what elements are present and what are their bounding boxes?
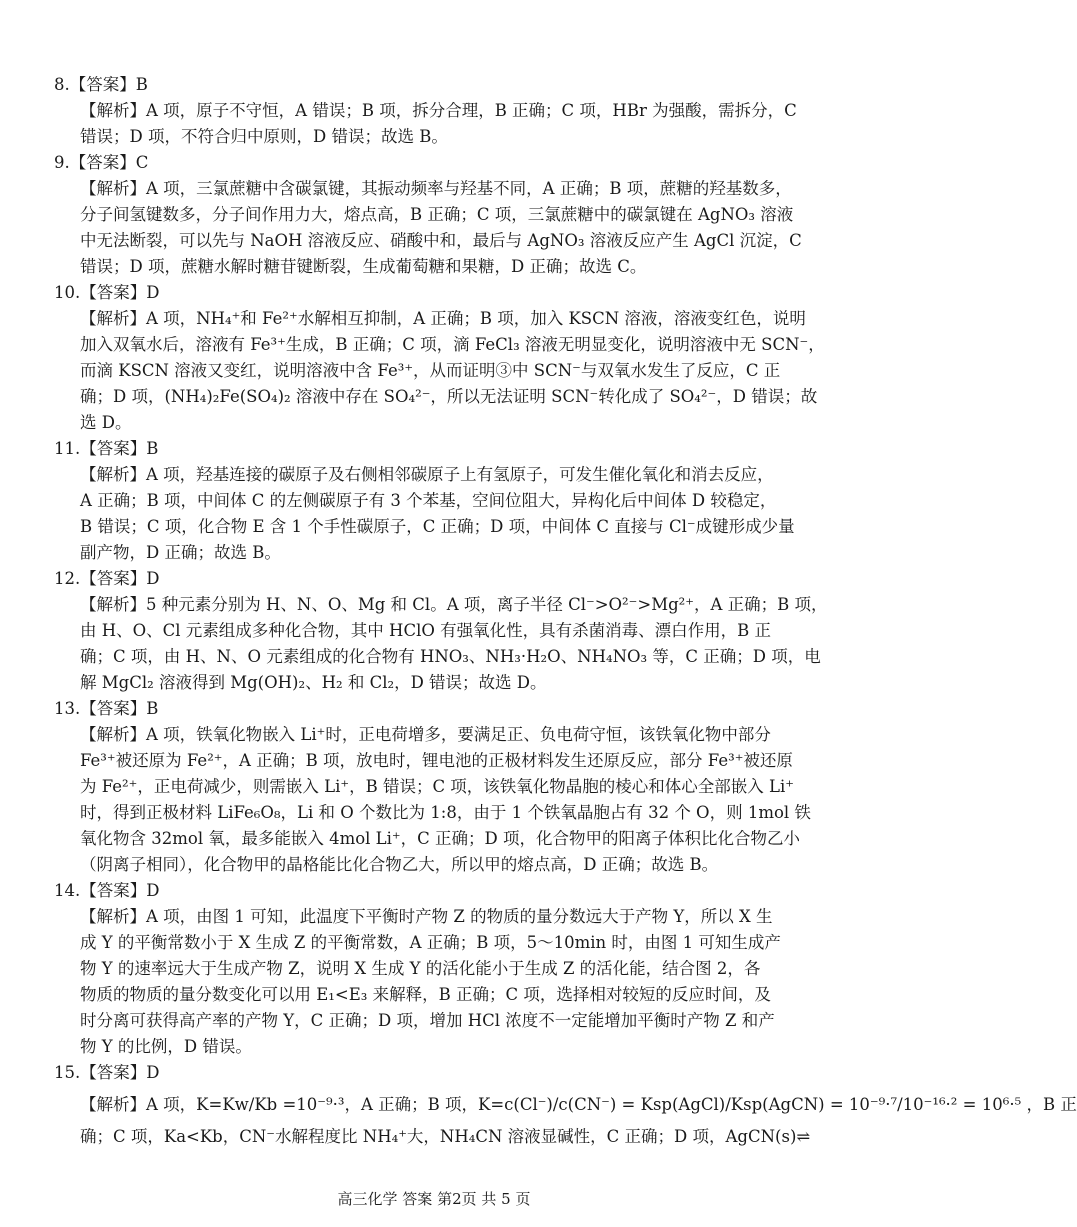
answer-line bbox=[54, 1060, 814, 1086]
explanation-line: （阴离子相同），化合物甲的晶格能比化合物乙大，所以甲的熔点高，D 正确；故选 B。 bbox=[80, 855, 719, 874]
explanation-line: 中无法断裂，可以先与 NaOH 溶液反应、硝酸中和，最后与 AgNO₃ 溶液反应产生 AgCl 沉淀，C bbox=[80, 231, 802, 250]
answer-line bbox=[54, 436, 814, 462]
answer-line bbox=[54, 280, 814, 306]
answer-label: 【答案】D bbox=[80, 881, 160, 900]
explanation-line: 【解析】A 项，NH₄⁺和 Fe²⁺水解相互抑制，A 正确；B 项，加入 KSCN 溶液，溶液变红色，说明 bbox=[80, 309, 806, 328]
explanation-line: 时，得到正极材料 LiFe₆O₈，Li 和 O 个数比为 1:8，由于 1 个铁氧晶胞占有 32 个 O，则 1mol 铁 bbox=[80, 803, 811, 822]
explanation-line: 解 MgCl₂ 溶液得到 Mg(OH)₂、H₂ 和 Cl₂，D 错误；故选 D。 bbox=[80, 673, 547, 692]
explanation-line: Fe³⁺被还原为 Fe²⁺，A 正确；B 项，放电时，锂电池的正极材料发生还原反应，部分 Fe³⁺被还原 bbox=[80, 751, 793, 770]
question-number: 11. bbox=[54, 439, 81, 458]
explanation-line: 副产物，D 正确；故选 B。 bbox=[80, 543, 281, 562]
explanation-line: 成 Y 的平衡常数小于 X 生成 Z 的平衡常数，A 正确；B 项，5～10min 时，由图 1 可知生成产 bbox=[80, 933, 781, 952]
question-15 bbox=[54, 1060, 1077, 1150]
explanation-line: 为 Fe²⁺，正电荷减少，则需嵌入 Li⁺，B 错误；C 项，该铁氧化物晶胞的棱心和体心全部嵌入 Li⁺ bbox=[80, 777, 794, 796]
explanation-line: 【解析】A 项，三氯蔗糖中含碳氯键，其振动频率与羟基不同，A 正确；B 项，蔗糖的羟基数多， bbox=[80, 179, 792, 198]
answer-label: 【答案】D bbox=[80, 1063, 160, 1082]
question-10 bbox=[54, 280, 825, 436]
explanation-line: 【解析】A 项，由图 1 可知，此温度下平衡时产物 Z 的物质的量分数远大于产物 Y，所以 X 生 bbox=[80, 907, 773, 926]
explanation-line: 【解析】5 种元素分别为 H、N、O、Mg 和 Cl。A 项，离子半径 Cl⁻>O²⁻>Mg²⁺，A 正确；B 项， bbox=[80, 595, 828, 614]
explanation-line: 确；C 项，由 H、N、O 元素组成的化合物有 HNO₃、NH₃·H₂O、NH₄NO₃ 等，C 正确；D 项，电 bbox=[80, 647, 821, 666]
answer-line bbox=[54, 566, 814, 592]
question-number: 10. bbox=[54, 283, 81, 302]
answer-line bbox=[54, 878, 814, 904]
explanation-line: 物 Y 的速率远大于生成产物 Z，说明 X 生成 Y 的活化能小于生成 Z 的活化能，结合图 2，各 bbox=[80, 959, 761, 978]
answer-label: 【答案】B bbox=[80, 439, 159, 458]
explanation-line: 物质的物质的量分数变化可以用 E₁<E₃ 来解释，B 正确；C 项，选择相对较短的反应时间，及 bbox=[80, 985, 771, 1004]
explanation bbox=[54, 306, 825, 436]
explanation bbox=[54, 1086, 1077, 1150]
answer-label: 【答案】D bbox=[80, 283, 160, 302]
explanation-line: 错误；D 项，不符合归中原则，D 错误；故选 B。 bbox=[80, 127, 448, 146]
question-number: 8. bbox=[54, 75, 70, 94]
explanation bbox=[54, 722, 814, 878]
explanation-line: 【解析】A 项，铁氧化物嵌入 Li⁺时，正电荷增多，要满足正、负电荷守恒，该铁氧化物中部分 bbox=[80, 725, 771, 744]
explanation-line: 错误；D 项，蔗糖水解时糖苷键断裂，生成葡萄糖和果糖，D 正确；故选 C。 bbox=[80, 257, 647, 276]
explanation-line: 【解析】A 项，原子不守恒，A 错误；B 项，拆分合理，B 正确；C 项，HBr 为强酸，需拆分，C bbox=[80, 101, 797, 120]
question-8 bbox=[54, 72, 814, 150]
explanation-line: 时分离可获得高产率的产物 Y，C 正确；D 项，增加 HCl 浓度不一定能增加平衡时产物 Z 和产 bbox=[80, 1011, 775, 1030]
explanation-line: 物 Y 的比例，D 错误。 bbox=[80, 1037, 252, 1056]
answer-line bbox=[54, 150, 814, 176]
question-number: 13. bbox=[54, 699, 81, 718]
question-13 bbox=[54, 696, 814, 878]
question-number: 9. bbox=[54, 153, 70, 172]
explanation-line: 【解析】A 项，K=Kw/Kb =10⁻⁹·³，A 正确；B 项，K=c(Cl⁻)/c(CN⁻) = Ksp(AgCl)/Ksp(AgCN) = 10⁻⁹·⁷/10⁻¹⁶·² = 10⁶·⁵ ，B 正 bbox=[80, 1095, 1077, 1114]
explanation-line: 【解析】A 项，羟基连接的碳原子及右侧相邻碳原子上有氢原子，可发生催化氧化和消去反应， bbox=[80, 465, 774, 484]
answer-label: 【答案】D bbox=[80, 569, 160, 588]
answer-label: 【答案】C bbox=[69, 153, 149, 172]
answer-label: 【答案】B bbox=[80, 699, 159, 718]
explanation bbox=[54, 592, 828, 696]
explanation-line: 氧化物含 32mol 氧，最多能嵌入 4mol Li⁺，C 正确；D 项，化合物甲的阳离子体积比化合物乙小 bbox=[80, 829, 800, 848]
answer-line bbox=[54, 72, 814, 98]
explanation-line: 选 D。 bbox=[80, 413, 132, 432]
question-9 bbox=[54, 150, 814, 280]
explanation-line: 分子间氢键数多，分子间作用力大，熔点高，B 正确；C 项，三氯蔗糖中的碳氯键在 AgNO₃ 溶液 bbox=[80, 205, 794, 224]
explanation-line: A 正确；B 项，中间体 C 的左侧碳原子有 3 个苯基，空间位阻大，异构化后中间体 D 较稳定， bbox=[80, 491, 777, 510]
explanation-line: 确；D 项，(NH₄)₂Fe(SO₄)₂ 溶液中存在 SO₄²⁻，所以无法证明 SCN⁻转化成了 SO₄²⁻，D 错误；故 bbox=[80, 387, 818, 406]
question-14 bbox=[54, 878, 814, 1060]
question-number: 14. bbox=[54, 881, 81, 900]
explanation-line: 而滴 KSCN 溶液又变红，说明溶液中含 Fe³⁺，从而证明③中 SCN⁻与双氧水发生了反应，C 正 bbox=[80, 361, 781, 380]
explanation-line: 确；C 项，Ka<Kb，CN⁻水解程度比 NH₄⁺大，NH₄CN 溶液显碱性，C 正确；D 项，AgCN(s)⇌ bbox=[80, 1127, 811, 1146]
explanation bbox=[54, 462, 814, 566]
answer-label: 【答案】B bbox=[69, 75, 148, 94]
question-11 bbox=[54, 436, 814, 566]
explanation bbox=[54, 98, 814, 150]
answer-line bbox=[54, 696, 814, 722]
explanation bbox=[54, 904, 814, 1060]
question-number: 12. bbox=[54, 569, 81, 588]
explanation bbox=[54, 176, 814, 280]
explanation-line: 由 H、O、Cl 元素组成多种化合物，其中 HClO 有强氧化性，具有杀菌消毒、漂白作用，B 正 bbox=[80, 621, 771, 640]
question-12 bbox=[54, 566, 828, 696]
question-number: 15. bbox=[54, 1063, 81, 1082]
page-footer: 高三化学 答案 第2页 共 5 页 bbox=[337, 1190, 531, 1208]
explanation-line: B 错误；C 项，化合物 E 含 1 个手性碳原子，C 正确；D 项，中间体 C 直接与 Cl⁻成键形成少量 bbox=[80, 517, 795, 536]
explanation-line: 加入双氧水后，溶液有 Fe³⁺生成，B 正确；C 项，滴 FeCl₃ 溶液无明显变化，说明溶液中无 SCN⁻， bbox=[80, 335, 825, 354]
